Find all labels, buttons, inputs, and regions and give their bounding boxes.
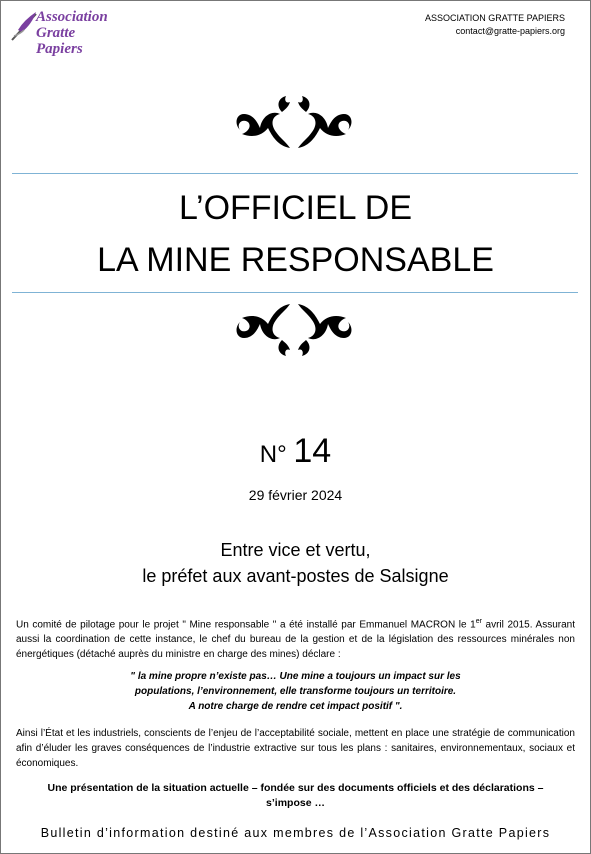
quote-line1: " la mine propre n’existe pas… Une mine a toujours un impact sur les (130, 671, 461, 682)
logo-line1: Association (36, 9, 108, 25)
conclusion-line1: Une présentation de la situation actuelle – fondée sur des documents officiels et des déclarations – (47, 782, 544, 794)
issue-value: 14 (293, 432, 332, 470)
title-line2: LA MINE RESPONSABLE (97, 241, 494, 279)
title-line1: L’OFFICIEL DE (178, 189, 413, 227)
ordinal-suffix: er (475, 618, 482, 625)
conclusion (20, 781, 571, 811)
intro-rest: Assurant aussi la coordination de cette instance, le chef du bureau de la gestion et de la législation des ressources minérales non énergétiques (détaché auprès du ministre en charge des mines) déclare : (16, 619, 575, 661)
bottom-ornament-icon (232, 298, 356, 360)
conclusion-line2: s’impose … (266, 797, 325, 809)
quote-line3: A notre charge de rendre cet impact positif ". (188, 701, 403, 712)
top-ornament-icon (232, 92, 356, 152)
association-logo (10, 6, 120, 57)
footer-text: Bulletin d’information destiné aux membres de l’Association Gratte Papiers (40, 826, 551, 840)
issue-number (0, 432, 591, 471)
issue-prefix: N° (259, 441, 287, 468)
top-rule (12, 173, 578, 174)
org-contact (425, 12, 565, 38)
headline-line2: le préfet aux avant-postes de Salsigne (142, 566, 449, 586)
paragraph-2: Ainsi l’État et les industriels, conscients de l’enjeu de l’acceptabilité sociale, mettent en place une stratégie de communication afin d’éluder les graves conséquences de l’industrie extractive sur tous les plans : sanitaires, environnementaux, sociaux et économiques. (16, 728, 575, 769)
issue-date: 29 février 2024 (248, 487, 343, 503)
intro-paragraph: Un comité de pilotage pour le projet " Mine responsable " a été installé par Emmanuel MACRON le 1er avril 2015. Assurant aussi la coordination de cette instance, le chef du bureau de la gestion et de la législation des ressources minérales non énergétiques (détaché auprès du ministre en charge des mines) déclare : (16, 618, 575, 661)
quote-line2: populations, l’environnement, elle transforme toujours un territoire. (134, 686, 457, 697)
org-name: ASSOCIATION GRATTE PAPIERS (424, 13, 565, 23)
headline-line1: Entre vice et vertu, (220, 540, 371, 560)
logo-line2: Gratte Papiers (36, 25, 83, 57)
minister-quote (60, 669, 531, 714)
bottom-rule (12, 292, 578, 293)
org-email[interactable]: contact@gratte-papiers.org (455, 26, 565, 36)
headline (0, 537, 591, 589)
